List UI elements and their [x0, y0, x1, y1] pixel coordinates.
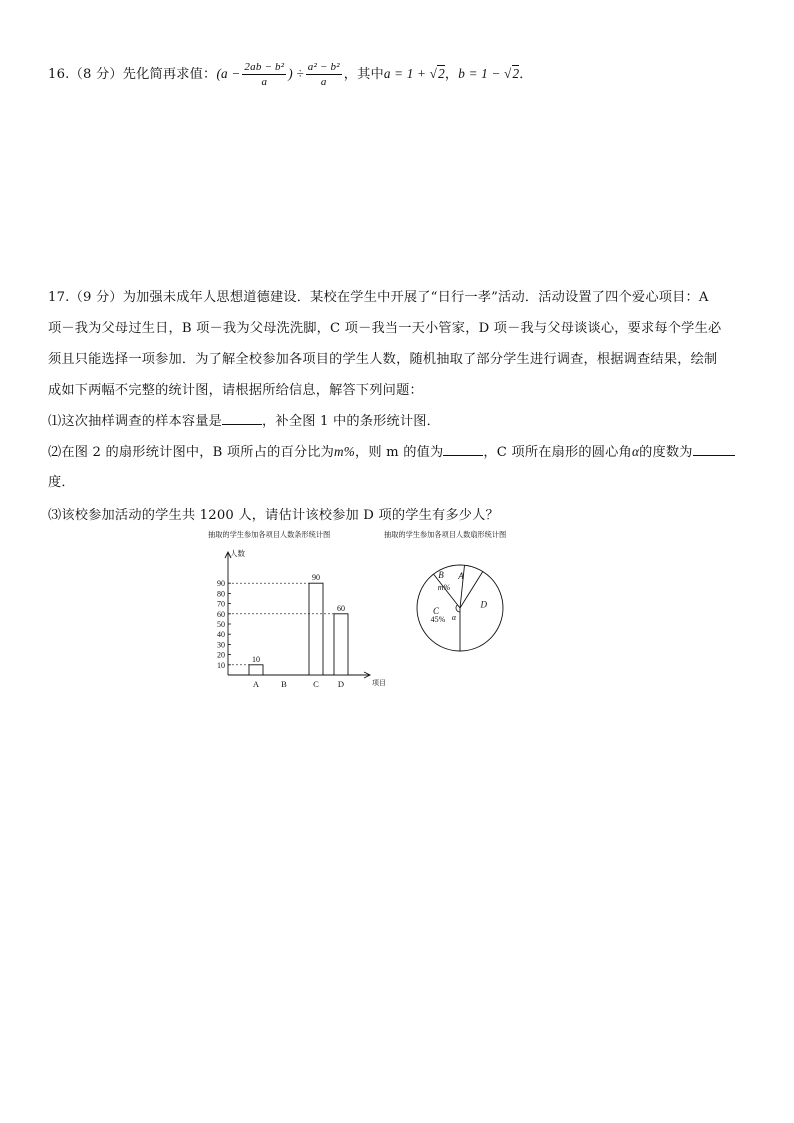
pie-label-b-percent: m% — [437, 583, 451, 592]
bar-value-label: 10 — [252, 654, 260, 664]
q16-prefix: 16.（8 分）先化简再求值： — [48, 67, 217, 82]
q16-expr-open: (a − — [216, 66, 241, 81]
bar-y-tick-label: 20 — [217, 650, 225, 660]
q16-where: ，其中 — [343, 67, 384, 82]
pie-chart-title: 抽取的学生参加各项目人数扇形统计图 — [384, 530, 507, 539]
q16-b-radicand: 2 — [512, 66, 520, 81]
q17-sub-3: ⑶该校参加活动的学生共 1200 人，请估计该校参加 D 项的学生有多少人？ — [48, 508, 499, 523]
bar-y-tick-label: 80 — [217, 589, 225, 599]
q17-sub1-text-a: ⑴这次抽样调查的样本容量是 — [48, 414, 223, 429]
q17-sub2-m: m% — [334, 444, 355, 459]
q17-line-4: 成如下两幅不完整的统计图，请根据所给信息，解答下列问题： — [48, 383, 423, 398]
pie-label-c-percent: 45% — [430, 615, 446, 624]
q17-sub-1 — [48, 410, 440, 429]
q16-a-radicand: 2 — [438, 66, 445, 81]
bar-value-label: 90 — [312, 573, 320, 583]
bar-value-label: 60 — [337, 603, 345, 613]
q17-sub2-text-d: 的度数为 — [639, 445, 693, 460]
bar-y-tick-label: 70 — [217, 599, 225, 609]
q16-frac2-den: a — [320, 76, 327, 88]
bar-d — [334, 614, 348, 675]
bar-y-tick-label: 40 — [217, 630, 225, 640]
pie-chart — [400, 552, 520, 672]
q16-frac1 — [242, 60, 286, 89]
bar-y-axis-label: 人数 — [230, 549, 245, 558]
q17-sub2-text-c: ，C 项所在扇形的圆心角 — [483, 445, 632, 460]
q16-line — [48, 60, 533, 89]
q17-sub-2 — [48, 441, 735, 460]
q16-frac1-den: a — [261, 76, 268, 88]
bar-x-tick-label: C — [313, 679, 319, 689]
pie-label-c: C — [432, 606, 440, 616]
bar-y-tick-label: 50 — [217, 620, 225, 629]
q16-b-value: b = 1 − √ — [458, 66, 512, 81]
pie-label-b: B — [438, 570, 444, 580]
q17-sub2-blank-alpha[interactable] — [693, 443, 735, 456]
bar-chart — [200, 542, 390, 692]
q17-sub2-alpha: α — [631, 444, 640, 459]
bar-x-tick-label: A — [252, 679, 260, 689]
bar-x-tick-label: D — [337, 679, 345, 689]
q17-line-2: 项－我为父母过生日，B 项－我为父母洗洗脚，C 项－我当一天小管家，D 项－我与父母谈谈心，要求每个学生必 — [48, 321, 722, 336]
q17-line-1: 17.（9 分）为加强未成年人思想道德建设．某校在学生中开展了“日行一孝”活动．活动设置了四个爱心项目：A — [48, 290, 709, 305]
q16-frac2-num: a² − b² — [307, 61, 340, 73]
pie-label-a: A — [458, 571, 464, 581]
q17-sub2-text-a: ⑵在图 2 的扇形统计图中，B 项所占的百分比为 — [48, 445, 335, 460]
q16-frac1-num: 2ab − b² — [244, 61, 285, 73]
q17-sub2-text-b: ，则 m 的值为 — [354, 445, 444, 460]
bar-y-tick-label: 10 — [217, 660, 225, 670]
q17-sub-2-cont: 度． — [48, 475, 75, 490]
q17-line-3: 须且只能选择一项参加．为了解全校参加各项目的学生人数，随机抽取了部分学生进行调查，根据调查结果，绘制 — [48, 352, 718, 367]
q16-a-value: a = 1 + √ — [383, 66, 438, 81]
q17-sub1-blank[interactable] — [222, 412, 262, 425]
pie-alpha-label: α — [451, 613, 457, 622]
q16-frac2 — [306, 60, 342, 89]
q17-sub2-blank-m[interactable] — [443, 443, 483, 456]
bar-y-tick-label: 90 — [217, 579, 225, 589]
bar-y-tick-label: 60 — [217, 609, 225, 619]
bar-a — [249, 665, 263, 675]
bar-chart-title: 抽取的学生参加各项目人数条形统计图 — [208, 530, 331, 539]
bar-c — [309, 583, 323, 675]
q16-expr-mid: ) ÷ — [288, 66, 304, 81]
q16-end: ． — [519, 67, 533, 82]
bar-y-tick-label: 30 — [217, 640, 225, 650]
q17-sub1-text-b: ，补全图 1 中的条形统计图． — [262, 414, 441, 429]
bar-x-tick-label: B — [281, 679, 287, 689]
q16-sep: ， — [444, 67, 459, 82]
bar-x-axis-label: 项目 — [372, 679, 386, 687]
pie-label-d: D — [480, 599, 488, 610]
